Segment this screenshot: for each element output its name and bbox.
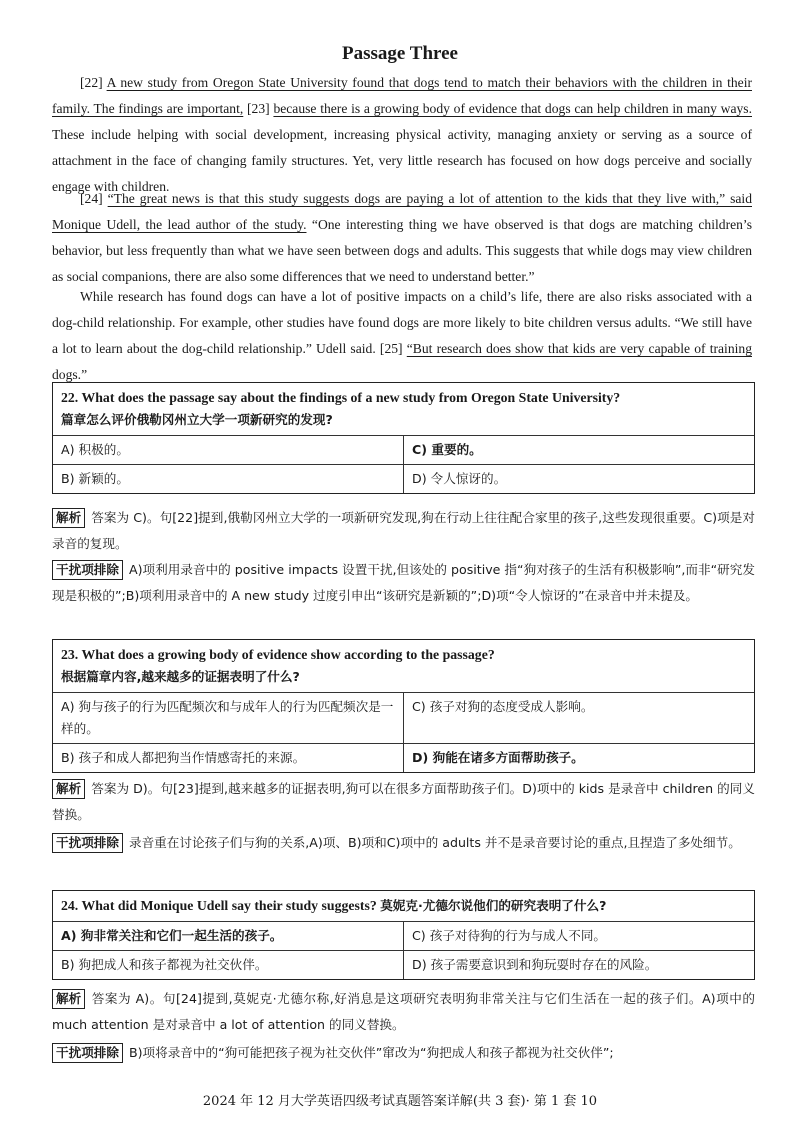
distractor-24-text: B)项将录音中的“狗可能把孩子视为社交伙伴”窜改为“狗把成人和孩子都视为社交伙伴”; — [128, 1045, 614, 1060]
marker-23: [23] — [247, 101, 270, 116]
sentence-23: because there is a growing body of evidence that dogs can help children in many ways. — [273, 101, 752, 116]
distractor-22-text: A)项利用录音中的 positive impacts 设置干扰,但该处的 positive 指“狗对孩子的生活有积极影响”,而非“研究发现是积极的”;B)项利用录音中的 A new study 过度引申出“该研究是新颖的”;D)项“令人惊讶的”在录音中并未提及。 — [52, 562, 755, 603]
passage-paragraph-3 — [52, 284, 752, 388]
explanation-24-text: 答案为 A)。句[24]提到,莫妮克·尤德尔称,好消息是这项研究表明狗非常关注与它们生活在一起的孩子们。A)项中的 much attention 是对录音中 a lot of attention 的同义替换。 — [52, 991, 755, 1032]
question-24-zh: 莫妮克·尤德尔说他们的研究表明了什么? — [380, 898, 607, 913]
explanation-23-distractor — [52, 830, 755, 856]
option-23-b: B) 孩子和成人都把狗当作情感寄托的来源。 — [61, 750, 306, 765]
explanation-24-distractor — [52, 1040, 755, 1066]
sentence-22: A new study from Oregon State University found that dogs tend to match their behaviors with the children in their family. The findings are important, — [52, 75, 752, 116]
distractor-tag: 干扰项排除 — [52, 1043, 123, 1063]
option-24-c: C) 孩子对待狗的行为与成人不同。 — [403, 922, 754, 950]
option-23-a: A) 狗与孩子的行为匹配频次和与成年人的行为匹配频次是一样的。 — [61, 699, 394, 736]
question-22-header — [53, 383, 754, 436]
marker-25: [25] — [379, 341, 403, 356]
option-22-b: B) 新颖的。 — [61, 471, 129, 486]
marker-22: [22] — [80, 75, 103, 90]
distractor-tag: 干扰项排除 — [52, 833, 123, 853]
analysis-tag: 解析 — [52, 779, 85, 799]
analysis-tag: 解析 — [52, 508, 85, 528]
distractor-tag: 干扰项排除 — [52, 560, 123, 580]
question-24-box — [52, 890, 755, 980]
paragraph-3-text: While research has found dogs can have a lot of positive impacts on a child’s life, there are also risks associated with a dog-child relationship. For example, other studies have found dogs are more likely to bite children versus adults. “We still have a lot to learn about the dog-child relationship.” Udell said. — [52, 289, 752, 356]
question-24-en: 24. What did Monique Udell say their study suggests? — [61, 898, 377, 913]
question-22-en: 22. What does the passage say about the findings of a new study from Oregon State University? — [61, 390, 621, 405]
passage-paragraph-1 — [52, 70, 752, 200]
option-22-d: D) 令人惊讶的。 — [403, 465, 754, 493]
question-22-box — [52, 382, 755, 494]
question-24-header — [53, 891, 754, 922]
marker-24: [24] — [80, 191, 103, 206]
question-22-zh: 篇章怎么评价俄勒冈州立大学一项新研究的发现? — [61, 412, 333, 427]
explanation-23-text: 答案为 D)。句[23]提到,越来越多的证据表明,狗可以在很多方面帮助孩子们。D)项中的 kids 是录音中 children 的同义替换。 — [52, 781, 755, 822]
passage-paragraph-2 — [52, 186, 752, 290]
question-23-header — [53, 640, 754, 693]
paragraph-1-rest: These include helping with social development, increasing physical activity, managing anxiety or serving as a source of attachment in the face of changing family structures. Yet, very little research has focused on how dogs perceive and socially engage with children. — [52, 127, 752, 194]
analysis-tag: 解析 — [52, 989, 85, 1009]
question-22-row-2 — [53, 465, 754, 493]
option-23-d: D) 狗能在诸多方面帮助孩子。 — [403, 744, 754, 772]
question-23-en: 23. What does a growing body of evidence show according to the passage? — [61, 647, 495, 662]
option-22-c: C) 重要的。 — [403, 436, 754, 464]
passage-title: Passage Three — [342, 43, 458, 64]
sentence-25: “But research does show that kids are very capable of training dogs.” — [52, 341, 752, 382]
paragraph-2-rest: “One interesting thing we have observed is that dogs are matching children’s behavior, but less frequently than what we have seen between dogs and adults. This suggests that while dogs may view children as social companions, there are also some differences that we need to understand better.” — [52, 217, 752, 284]
option-24-a: A) 狗非常关注和它们一起生活的孩子。 — [61, 928, 283, 943]
option-24-b: B) 狗把成人和孩子都视为社交伙伴。 — [61, 957, 268, 972]
option-23-c: C) 孩子对狗的态度受成人影响。 — [403, 693, 754, 743]
question-23-zh: 根据篇章内容,越来越多的证据表明了什么? — [61, 669, 300, 684]
explanation-22-answer — [52, 505, 755, 557]
page-footer: 2024 年 12 月大学英语四级考试真题答案详解(共 3 套)· 第 1 套 10 — [202, 1094, 598, 1109]
explanation-24-answer — [52, 986, 755, 1038]
option-22-a: A) 积极的。 — [61, 442, 129, 457]
question-22-row-1 — [53, 436, 754, 465]
distractor-23-text: 录音重在讨论孩子们与狗的关系,A)项、B)项和C)项中的 adults 并不是录音要讨论的重点,且捏造了多处细节。 — [128, 835, 741, 850]
question-23-row-1 — [53, 693, 754, 744]
question-23-box — [52, 639, 755, 773]
sentence-24: “The great news is that this study suggests dogs are paying a lot of attention to the kids that they live with,” said Monique Udell, the lead author of the study. — [52, 191, 752, 232]
option-24-d: D) 孩子需要意识到和狗玩耍时存在的风险。 — [403, 951, 754, 979]
question-24-row-2 — [53, 951, 754, 979]
explanation-23-answer — [52, 776, 755, 828]
question-24-row-1 — [53, 922, 754, 951]
explanation-22-distractor — [52, 557, 755, 609]
question-23-row-2 — [53, 744, 754, 772]
explanation-22-text: 答案为 C)。句[22]提到,俄勒冈州立大学的一项新研究发现,狗在行动上往往配合家里的孩子,这些发现很重要。C)项是对录音的复现。 — [52, 510, 755, 551]
